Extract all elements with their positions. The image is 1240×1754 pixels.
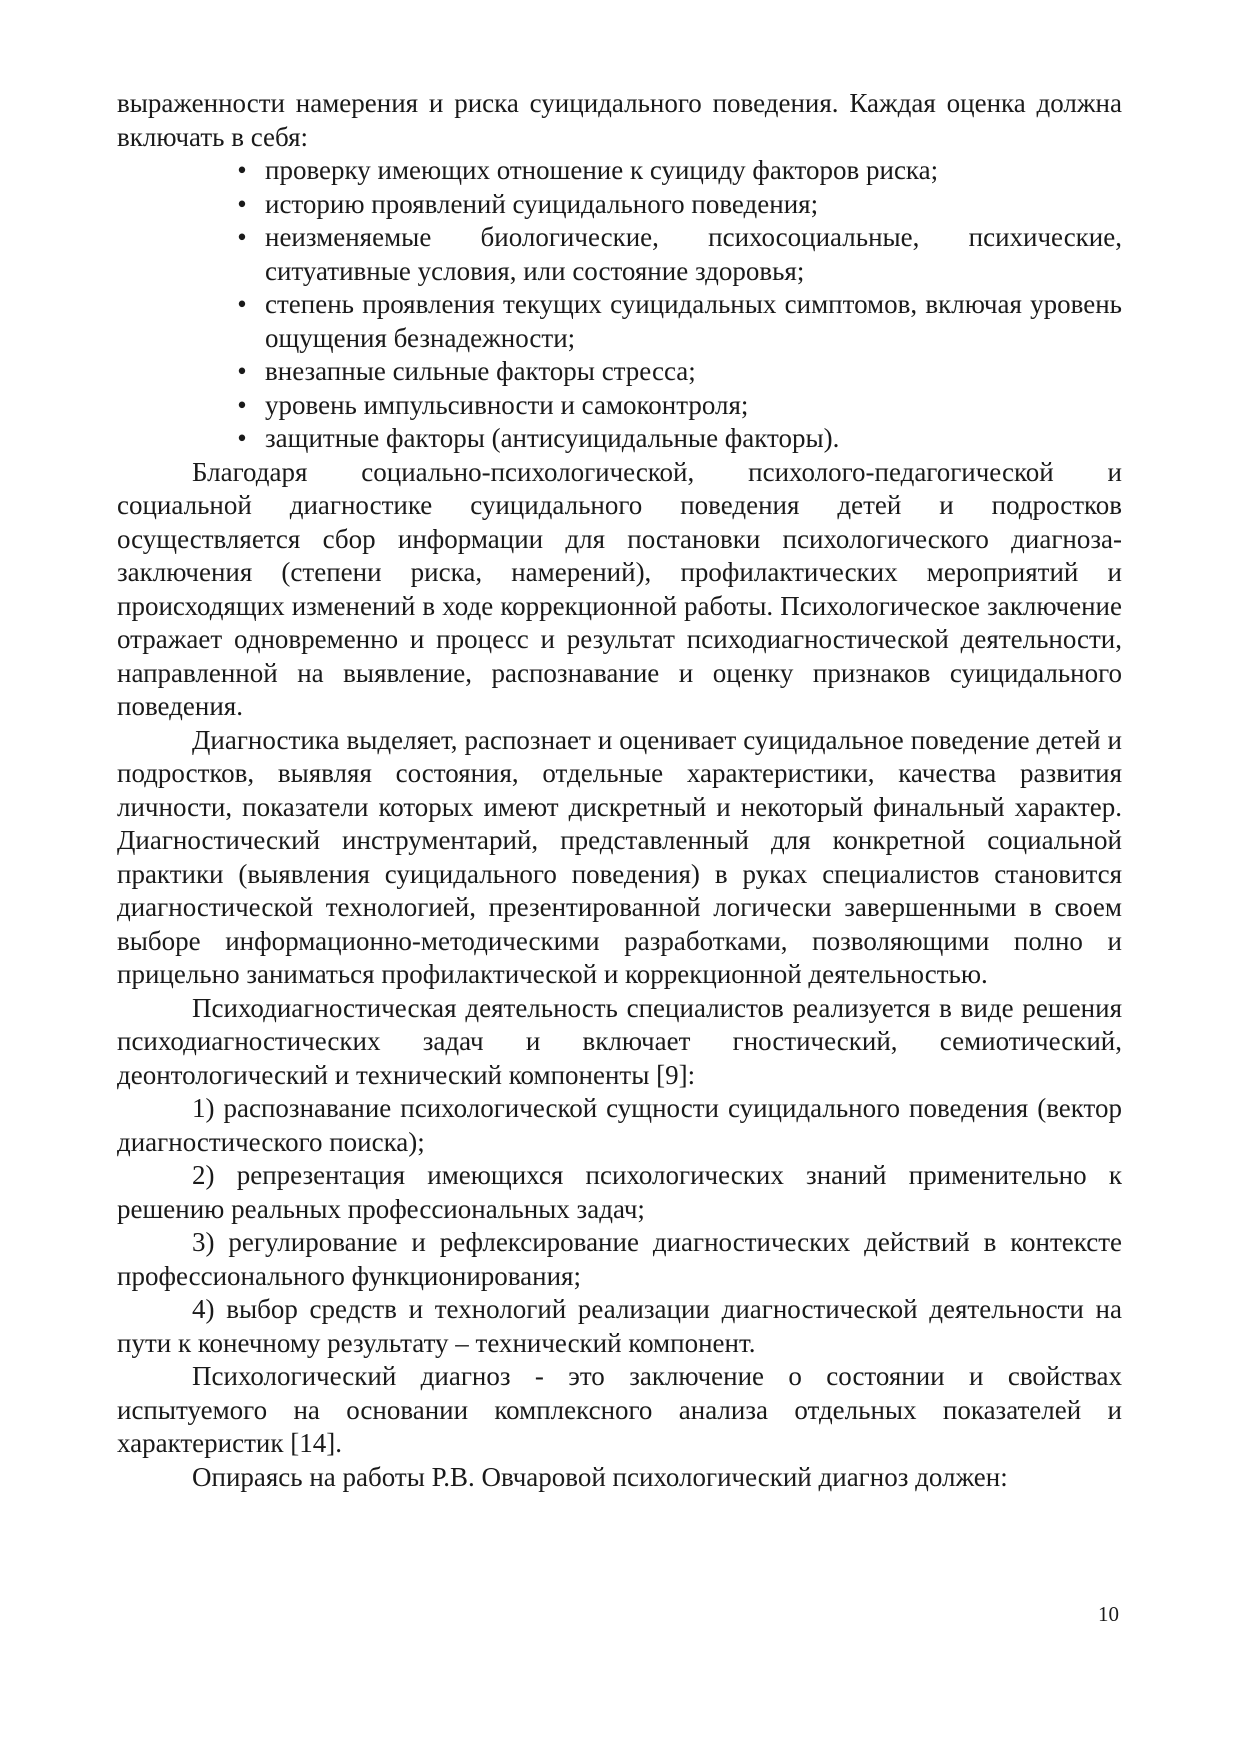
paragraph-diagnostics-info: Благодаря социально-психологической, психолого-педагогической и социальной диагностике суицидального поведения детей и подростков осуществляется сбор информации для постановки психологического диагноза-заключения (степени риска, намерений), профилактических мероприятий и происходящих изменений в ходе коррекционной работы. Психологическое заключение отражает одновременно и процесс и результат психодиагностической деятельности, направленной на выявление, распознавание и оценку признаков суицидального поведения.	[117, 456, 1122, 721]
bullet-icon: •	[237, 222, 247, 252]
bullet-icon: •	[237, 423, 247, 453]
numbered-item-3: 3) регулирование и рефлексирование диагностических действий в контексте профессионального функционирования;	[117, 1227, 1122, 1291]
bullet-icon: •	[237, 188, 247, 219]
list-item: • внезапные сильные факторы стресса;	[265, 355, 1122, 389]
page-number: 10	[1098, 1602, 1119, 1626]
numbered-item-4: 4) выбор средств и технологий реализации диагностической деятельности на пути к конечному результату – технический компонент.	[117, 1294, 1122, 1358]
paragraph-diagnostics-description: Диагностика выделяет, распознает и оценивает суицидальное поведение детей и подростков, выявляя состояния, отдельные характеристики, качества развития личности, показатели которых имеют дискретный и некоторый финальный характер. Диагностический инструментарий, представленный для конкретной социальной практики (выявления суицидального поведения) в руках специалистов становится диагностической технологией, презентированной логически завершенными в своем выборе информационно-методическими разработками, позволяющими полно и прицельно заниматься профилактической и коррекционной деятельностью.	[117, 724, 1122, 989]
list-item: • защитные факторы (антисуицидальные факторы).	[265, 422, 1122, 456]
paragraph-psychological-diagnosis: Психологический диагноз - это заключение о состоянии и свойствах испытуемого на основании комплексного анализа отдельных показателей и характеристик [14].	[117, 1361, 1122, 1458]
risk-assessment-list	[117, 154, 1122, 456]
bullet-icon: •	[237, 155, 247, 185]
bullet-icon: •	[237, 356, 247, 386]
paragraph-ovcharova-reference: Опираясь на работы Р.В. Овчаровой психологический диагноз должен:	[192, 1461, 1008, 1492]
list-item: • степень проявления текущих суицидальных симптомов, включая уровень ощущения безнадежности;	[265, 288, 1122, 355]
bullet-icon: •	[237, 389, 247, 420]
list-item: • проверку имеющих отношение к суициду факторов риска;	[265, 154, 1122, 188]
list-item: • историю проявлений суицидального поведения;	[265, 188, 1122, 222]
numbered-item-1: 1) распознавание психологической сущности суицидального поведения (вектор диагностического поиска);	[117, 1093, 1122, 1157]
paragraph-psychodiagnostic-activity: Психодиагностическая деятельность специалистов реализуется в виде решения психодиагностических задач и включает гностический, семиотический, деонтологический и технический компоненты [9]:	[117, 992, 1122, 1090]
list-item: • уровень импульсивности и самоконтроля;	[265, 389, 1122, 423]
bullet-icon: •	[237, 289, 247, 319]
intro-paragraph: выраженности намерения и риска суицидального поведения. Каждая оценка должна включать в себя:	[117, 88, 1122, 152]
numbered-item-2: 2) репрезентация имеющихся психологических знаний применительно к решению реальных профессиональных задач;	[117, 1160, 1122, 1224]
list-item: • неизменяемые биологические, психосоциальные, психические, ситуативные условия, или состояние здоровья;	[265, 221, 1122, 288]
text-column	[117, 87, 1122, 1494]
